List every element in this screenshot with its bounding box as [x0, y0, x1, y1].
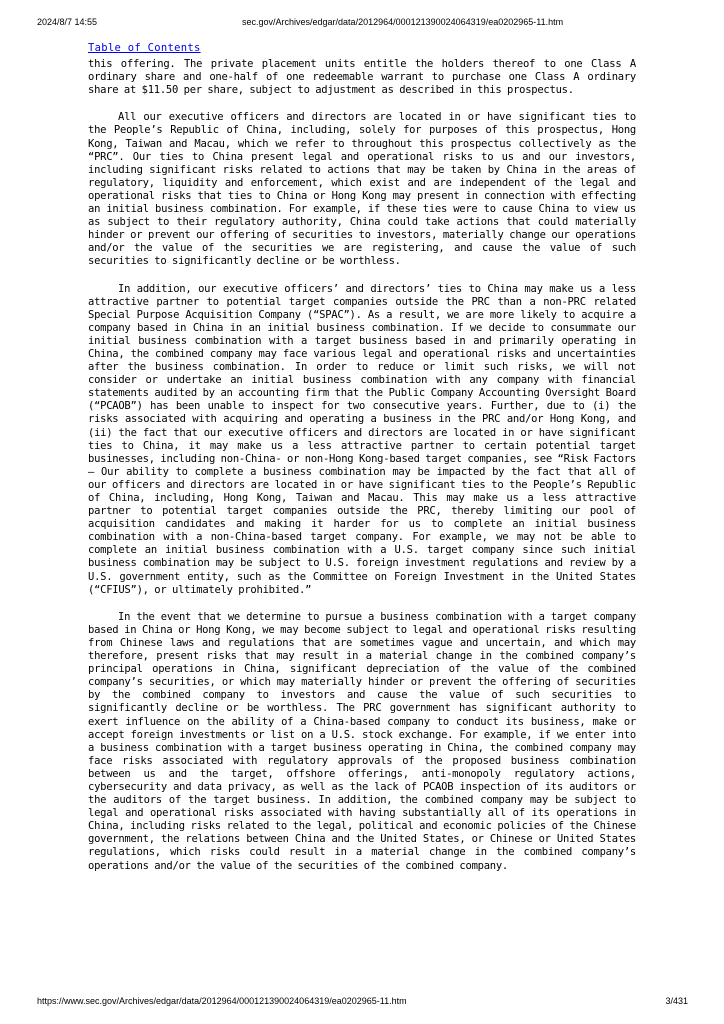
paragraph-china-business-combination: In the event that we determine to pursue a business combination with a target company based in China or Hong Kong, we may become subject to legal and operational risks resulting from Chinese laws and regulations that are sometimes vague and uncertain, and which may therefore, present risks that may result in a material change in the combined company’s principal operations in China, significant depreciation of the value of the combined company’s securities, or which may materially hinder or prevent the offering of securities by the combined company to investors and cause the value of such securities to significantly decline or be worthless. The PRC government has significant authority to exert influence on the ability of a China-based company to conduct its business, make or accept foreign investments or list on a U.S. stock exchange. For example, if we enter into a business combination with a target business operating in China, the combined company may face risks associated with regulatory approvals of the proposed business combination between us and the target, offshore offerings, anti-monopoly regulatory actions, cybersecurity and data privacy, as well as the lack of PCAOB inspection of its auditors or the auditors of the target business. In addition, the combined company may be subject to legal and operational risks associated with having substantially all of its operations in China, including risks related to the legal, political and economic policies of the Chinese government, the relations between China and the United States, or Chinese or United States regulations, which risks could result in a material change in the combined company’s operations and/or the value of the securities of the combined company.	[88, 610, 636, 872]
paragraph-prc-ties: All our executive officers and directors are located in or have significant ties to the People’s Republic of China, including, solely for purposes of this prospectus, Hong Kong, Taiwan and Macau, which we refer to throughout this prospectus collectively as the “PRC”. Our ties to China present legal and operational risks to us and our investors, including significant risks related to actions that may be taken by China in the areas of regulatory, liquidity and enforcement, which exist and are independent of the legal and operational risks that ties to China or Hong Kong may present in connection with effecting an initial business combination. For example, if these ties were to cause China to view us as subject to their regulatory authority, China could take actions that could materially hinder or prevent our offering of securities to investors, materially change our operations and/or the value of the securities we are registering, and cause the value of such securities to significantly decline or be worthless.	[88, 111, 636, 268]
document-body	[88, 42, 636, 887]
paragraph-offering-units: this offering. The private placement units entitle the holders thereof to one Class A ordinary share and one-half of one redeemable warrant to purchase one Class A ordinary share at $11.50 per share, subject to adjustment as described in this prospectus.	[88, 58, 636, 97]
table-of-contents-link[interactable]: Table of Contents	[88, 42, 201, 54]
print-datetime: 2024/8/7 14:55	[37, 17, 98, 27]
print-page-url: sec.gov/Archives/edgar/data/2012964/000121390024064319/ea0202965-11.htm	[242, 17, 564, 27]
print-footer-url: https://www.sec.gov/Archives/edgar/data/2012964/000121390024064319/ea0202965-11.htm	[37, 996, 407, 1006]
paragraph-target-companies: In addition, our executive officers’ and directors’ ties to China may make us a less attractive partner to potential target companies outside the PRC than a non-PRC related Special Purpose Acquisition Company (“SPAC”). As a result, we are more likely to acquire a company based in China in an initial business combination. If we decide to consummate our initial business combination with a target business based in and primarily operating in China, the combined company may face various legal and operational risks and uncertainties after the business combination. In order to reduce or limit such risks, we will not consider or undertake an initial business combination with any company with financial statements audited by an accounting firm that the Public Company Accounting Oversight Board (“PCAOB”) has been unable to inspect for two consecutive years. Further, due to (i) the risks associated with acquiring and operating a business in the PRC and/or Hong Kong, and (ii) the fact that our executive officers and directors are located in or have significant ties to China, it may make us a less attractive partner to certain potential target businesses, including non-China- or non-Hong Kong-based target companies, see “Risk Factors — Our ability to complete a business combination may be impacted by the fact that all of our officers and directors are located in or have significant ties to the People’s Republic of China, including, Hong Kong, Taiwan and Macau. This may make us a less attractive partner to potential target companies outside the PRC, thereby limiting our pool of acquisition candidates and making it harder for us to complete an initial business combination with a non-China-based target company. For example, we may not be able to complete an initial business combination with a U.S. target company since such initial business combination may be subject to U.S. foreign investment regulations and review by a U.S. government entity, such as the Committee on Foreign Investment in the United States (“CFIUS”), or ultimately prohibited.”	[88, 282, 636, 596]
page-counter: 3/431	[665, 996, 688, 1006]
